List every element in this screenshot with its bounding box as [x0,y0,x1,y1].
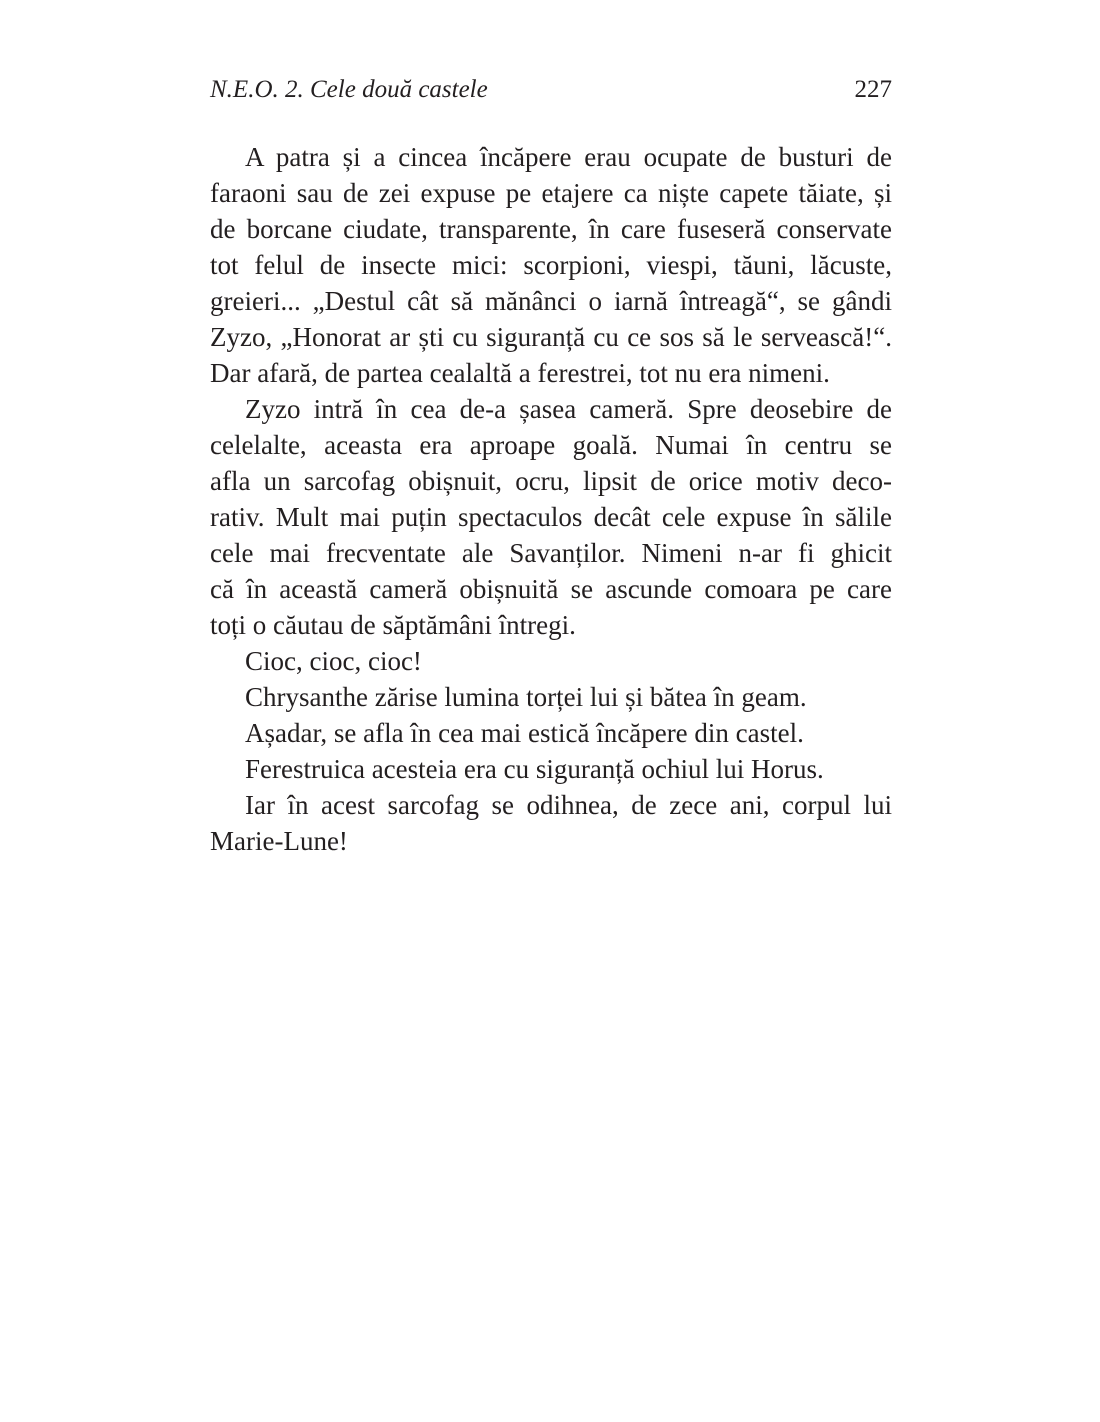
book-title: N.E.O. 2. Cele două castele [210,76,488,103]
body-text [210,139,892,859]
running-header [210,72,892,108]
text-line: că în această cameră obișnuită se ascunde comoara pe care [210,574,892,604]
text-line: Zyzo intră în cea de-a șasea cameră. Spre deosebire de [245,394,892,424]
text-line: faraoni sau de zei expuse pe etajere ca niște capete tăiate, și [210,178,892,208]
text-line: Iar în acest sarcofag se odihnea, de zece ani, corpul lui [245,790,892,820]
text-line: Ferestruica acesteia era cu siguranță ochiul lui Horus. [245,754,824,784]
text-line: Chrysanthe zărise lumina torței lui și bătea în geam. [245,682,807,712]
text-line: Cioc, cioc, cioc! [245,646,422,676]
text-line: celelalte, aceasta era aproape goală. Numai în centru se [210,430,892,460]
text-line: A patra și a cincea încăpere erau ocupate de busturi de [245,142,892,172]
text-line: afla un sarcofag obișnuit, ocru, lipsit de orice motiv deco- [210,466,892,496]
text-line: tot felul de insecte mici: scorpioni, viespi, tăuni, lăcuste, [210,250,892,280]
text-line: Zyzo, „Honorat ar ști cu siguranță cu ce sos să le servească!“. [210,322,892,352]
text-line: rativ. Mult mai puțin spectaculos decât cele expuse în sălile [210,502,892,532]
text-line: de borcane ciudate, transparente, în care fuseseră conservate [210,214,892,244]
text-line: Așadar, se afla în cea mai estică încăpere din castel. [245,718,804,748]
text-line: greieri... „Destul cât să mănânci o iarnă întreagă“, se gândi [210,286,892,316]
text-line: Marie-Lune! [210,826,348,856]
text-line: toți o căutau de săptămâni întregi. [210,610,576,640]
text-line: Dar afară, de partea cealaltă a ferestrei, tot nu era nimeni. [210,358,830,388]
text-line: cele mai frecventate ale Savanților. Nimeni n-ar fi ghicit [210,538,892,568]
page-number: 227 [854,76,892,103]
